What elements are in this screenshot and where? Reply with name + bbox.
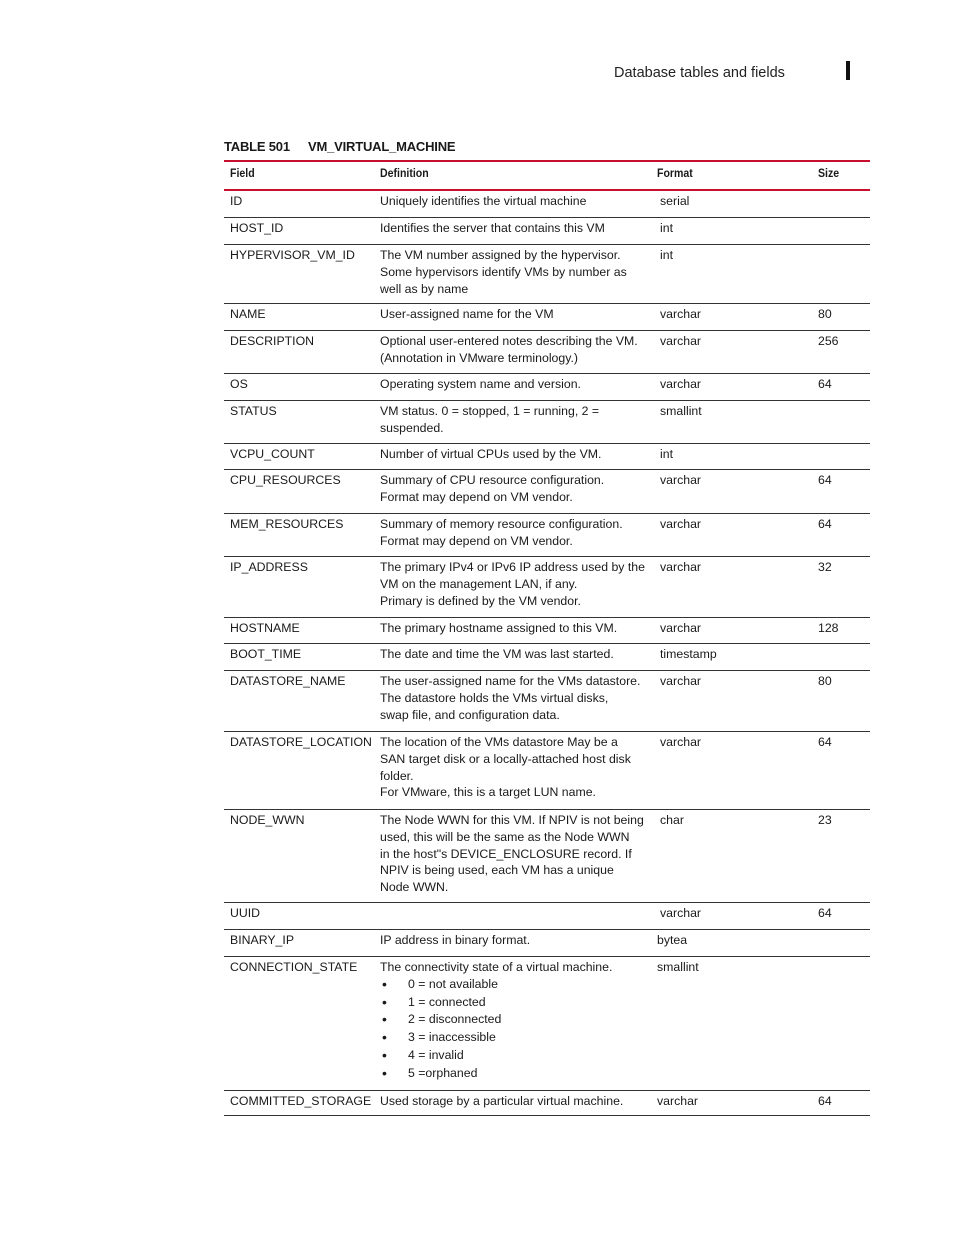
definition-bullet-list [380, 976, 652, 1083]
definition-cell [380, 734, 652, 801]
definition-cell [380, 306, 652, 323]
format-cell: varchar [660, 735, 702, 749]
bullet-text: 2 = disconnected [408, 1012, 502, 1027]
table-row [224, 557, 870, 618]
size-cell: 64 [818, 735, 832, 749]
format-cell: varchar [660, 473, 702, 487]
table-row [224, 644, 870, 671]
size-cell: 64 [818, 1094, 832, 1108]
definition-line: For VMware, this is a target LUN name. [380, 785, 596, 800]
field-cell: HOSTNAME [230, 621, 300, 635]
field-cell: BINARY_IP [230, 933, 295, 947]
definition-line: folder. [380, 768, 414, 783]
table-row [224, 374, 870, 401]
field-cell: NAME [230, 307, 266, 321]
size-cell: 64 [818, 377, 832, 391]
format-cell: int [660, 221, 673, 235]
definition-line: Node WWN. [380, 880, 449, 895]
field-cell: CONNECTION_STATE [230, 960, 358, 974]
table-row [224, 444, 870, 470]
field-cell: ID [230, 194, 243, 208]
format-cell: varchar [660, 334, 702, 348]
format-cell: int [660, 248, 673, 262]
table-number: TABLE 501 [224, 139, 290, 154]
field-cell: DATASTORE_NAME [230, 674, 346, 688]
field-cell: DESCRIPTION [230, 334, 315, 348]
definition-line: The primary IPv4 or IPv6 IP address used by the [380, 560, 645, 574]
definition-cell [380, 516, 652, 550]
definition-line: NPIV is being used, each VM has a unique [380, 863, 614, 878]
bullet-item [380, 1029, 652, 1047]
table-name: VM_VIRTUAL_MACHINE [308, 139, 456, 154]
field-cell: CPU_RESOURCES [230, 473, 341, 487]
format-cell: smallint [657, 960, 699, 974]
field-cell: MEM_RESOURCES [230, 517, 344, 531]
format-cell: varchar [660, 906, 702, 920]
format-cell: varchar [660, 377, 702, 391]
size-cell: 80 [818, 307, 832, 321]
format-cell: char [660, 813, 684, 827]
definition-line: Operating system name and version. [380, 377, 581, 391]
bullet-text: 0 = not available [408, 976, 498, 991]
bullet-text: 5 =orphaned [408, 1065, 478, 1080]
bullet-dot-icon: • [382, 1064, 387, 1081]
definition-cell [380, 932, 652, 949]
bullet-item [380, 1065, 652, 1083]
table-row [224, 331, 870, 374]
definition-line: well as by name [380, 281, 469, 296]
definition-cell [380, 403, 652, 437]
size-cell: 64 [818, 517, 832, 531]
definition-line: The connectivity state of a virtual machine. [380, 960, 613, 974]
bullet-dot-icon: • [382, 1029, 387, 1046]
bullet-item [380, 994, 652, 1012]
vm-virtual-machine-table [224, 160, 870, 1116]
definition-line: VM status. 0 = stopped, 1 = running, 2 = [380, 404, 600, 418]
definition-line: suspended. [380, 420, 444, 435]
table-row [224, 245, 870, 304]
format-cell: varchar [660, 517, 702, 531]
size-cell: 23 [818, 813, 832, 827]
definition-line: The Node WWN for this VM. If NPIV is not being [380, 813, 644, 827]
field-cell: DATASTORE_LOCATION [230, 735, 372, 749]
definition-cell [380, 673, 652, 723]
format-cell: varchar [660, 560, 702, 574]
size-cell: 256 [818, 334, 839, 348]
running-header: Database tables and fields [614, 65, 785, 81]
column-header-field: Field [230, 166, 255, 180]
definition-line: The datastore holds the VMs virtual disks, [380, 690, 609, 705]
size-cell: 80 [818, 674, 832, 688]
header-marker-bar [846, 61, 850, 80]
table-row [224, 304, 870, 331]
field-cell: IP_ADDRESS [230, 560, 308, 574]
table-row [224, 1091, 870, 1116]
definition-cell [380, 646, 652, 663]
table-body [224, 191, 870, 1116]
format-cell: varchar [660, 307, 702, 321]
definition-line: (Annotation in VMware terminology.) [380, 350, 578, 365]
definition-cell [380, 1093, 652, 1110]
bullet-dot-icon: • [382, 1046, 387, 1063]
bullet-item [380, 1011, 652, 1029]
definition-line: VM on the management LAN, if any. [380, 576, 578, 591]
bullet-dot-icon: • [382, 975, 387, 992]
table-row [224, 618, 870, 644]
table-row [224, 671, 870, 732]
definition-line: Some hypervisors identify VMs by number as [380, 264, 627, 279]
table-row [224, 732, 870, 810]
field-cell: COMMITTED_STORAGE [230, 1094, 372, 1108]
table-row [224, 514, 870, 557]
table-header-row [224, 160, 870, 191]
bullet-text: 3 = inaccessible [408, 1030, 496, 1045]
definition-line: Used storage by a particular virtual machine. [380, 1094, 624, 1108]
definition-cell [380, 959, 652, 1083]
format-cell: serial [660, 194, 690, 208]
size-cell: 64 [818, 906, 832, 920]
definition-line: The date and time the VM was last started. [380, 647, 614, 661]
definition-line: Optional user-entered notes describing the VM. [380, 334, 638, 348]
field-cell: STATUS [230, 404, 277, 418]
definition-line: The user-assigned name for the VMs datastore. [380, 674, 641, 688]
definition-line: The primary hostname assigned to this VM. [380, 621, 618, 635]
definition-cell [380, 812, 652, 896]
table-row [224, 957, 870, 1091]
column-header-definition: Definition [380, 166, 429, 180]
bullet-item [380, 1047, 652, 1065]
definition-line: used, this will be the same as the Node WWN [380, 829, 630, 844]
table-row [224, 218, 870, 245]
bullet-dot-icon: • [382, 1011, 387, 1028]
definition-cell [380, 376, 652, 393]
size-cell: 32 [818, 560, 832, 574]
definition-line: SAN target disk or a locally-attached host disk [380, 751, 631, 766]
field-cell: OS [230, 377, 248, 391]
definition-line: Summary of CPU resource configuration. [380, 473, 605, 487]
table-row [224, 191, 870, 218]
definition-line: User-assigned name for the VM [380, 307, 554, 321]
field-cell: HYPERVISOR_VM_ID [230, 248, 355, 262]
bullet-dot-icon: • [382, 993, 387, 1010]
definition-cell [380, 193, 652, 210]
format-cell: smallint [660, 404, 702, 418]
definition-cell [380, 446, 652, 463]
format-cell: varchar [657, 1094, 699, 1108]
definition-cell [380, 472, 652, 506]
table-row [224, 810, 870, 903]
size-cell: 64 [818, 473, 832, 487]
table-row [224, 903, 870, 930]
definition-line: Number of virtual CPUs used by the VM. [380, 447, 602, 461]
field-cell: UUID [230, 906, 261, 920]
definition-line: Primary is defined by the VM vendor. [380, 593, 581, 608]
column-header-format: Format [657, 166, 693, 180]
definition-line: Summary of memory resource configuration. [380, 517, 623, 531]
table-row [224, 401, 870, 444]
definition-line: IP address in binary format. [380, 933, 531, 947]
field-cell: BOOT_TIME [230, 647, 302, 661]
format-cell: varchar [660, 674, 702, 688]
column-header-size: Size [818, 166, 840, 180]
definition-line: Format may depend on VM vendor. [380, 489, 573, 504]
definition-line: The VM number assigned by the hypervisor. [380, 248, 621, 262]
size-cell: 128 [818, 621, 839, 635]
format-cell: bytea [657, 933, 688, 947]
field-cell: HOST_ID [230, 221, 284, 235]
definition-cell [380, 247, 652, 297]
table-caption [224, 139, 455, 154]
bullet-item [380, 976, 652, 994]
bullet-text: 4 = invalid [408, 1047, 464, 1062]
definition-cell [380, 333, 652, 367]
table-row [224, 930, 870, 957]
definition-line: The location of the VMs datastore May be a [380, 735, 618, 749]
definition-cell [380, 220, 652, 237]
format-cell: timestamp [660, 647, 717, 661]
definition-line: Identifies the server that contains this VM [380, 221, 605, 235]
definition-line: Format may depend on VM vendor. [380, 533, 573, 548]
format-cell: int [660, 447, 673, 461]
definition-cell [380, 620, 652, 637]
field-cell: VCPU_COUNT [230, 447, 315, 461]
definition-line: Uniquely identifies the virtual machine [380, 194, 587, 208]
table-row [224, 470, 870, 514]
definition-line: swap file, and configuration data. [380, 707, 560, 722]
definition-line: in the host"s DEVICE_ENCLOSURE record. If [380, 846, 632, 861]
bullet-text: 1 = connected [408, 994, 486, 1009]
field-cell: NODE_WWN [230, 813, 305, 827]
definition-cell [380, 559, 652, 609]
format-cell: varchar [660, 621, 702, 635]
